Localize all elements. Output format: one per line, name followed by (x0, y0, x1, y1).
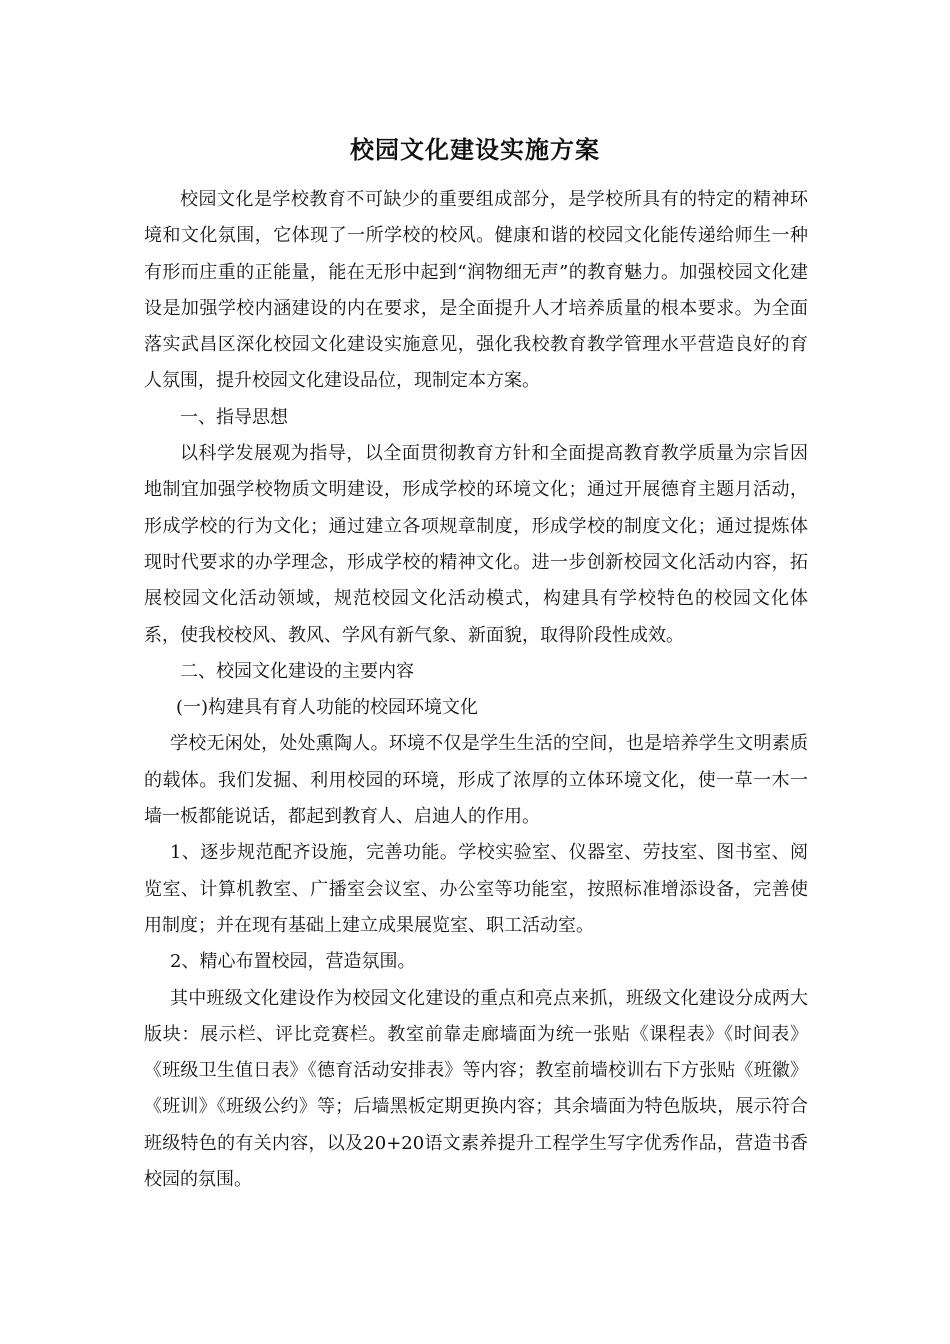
section-heading-guiding-thought: 一、指导思想 (180, 406, 288, 428)
intro-paragraph: 校园文化是学校教育不可缺少的重要组成部分，是学校所具有的特定的精神环境和文化氛围，它体现了一所学校的校风。健康和谐的校园文化能传递给师生一种有形而庄重的正能量，能在无形中起到“润物细无声”的教育魅力。加强校园文化建设是加强学校内涵建设的内在要求，是全面提升人才培养质量的根本要求。为全面落实武昌区深化校园文化建设实施意见，强化我校教育教学管理水平营造良好的育人氛围，提升校园文化建设品位，现制定本方案。 (144, 189, 808, 392)
guiding-thought-paragraph: 以科学发展观为指导，以全面贯彻教育方针和全面提高教育教学质量为宗旨因地制宜加强学校物质文明建设，形成学校的环境文化；通过开展德育主题月活动，形成学校的行为文化；通过建立各项规章制度，形成学校的制度文化；通过提炼体现时代要求的办学理念，形成学校的精神文化。进一步创新校园文化活动内容，拓展校园文化活动领域，规范校园文化活动模式，构建具有学校特色的校园文化体系，使我校校风、教风、学风有新气象、新面貌，取得阶段性成效。 (144, 443, 808, 646)
subsection-heading-environment: (一)构建具有育人功能的校园环境文化 (176, 697, 479, 719)
campus-layout-paragraph: 2、精心布置校园，营造氛围。 (170, 951, 416, 973)
class-culture-paragraph: 其中班级文化建设作为校园文化建设的重点和亮点来抓，班级文化建设分成两大版块：展示栏、评比竞赛栏。教室前靠走廊墙面为统一张贴《课程表》《时间表》《班级卫生值日表》《德育活动安排表》等内容；教室前墙校训右下方张贴《班徽》《班训》《班级公约》等；后墙黑板定期更换内容；其余墙面为特色版块，展示符合班级特色的有关内容，以及20+20语文素养提升工程学生写字优秀作品，营造书香校园的氛围。 (144, 987, 808, 1191)
environment-paragraph: 学校无闲处，处处熏陶人。环境不仅是学生生活的空间，也是培养学生文明素质的载体。我们发掘、利用校园的环境，形成了浓厚的立体环境文化，使一草一木一墙一板都能说话，都起到教育人、启迪人的作用。 (144, 733, 808, 828)
document-title: 校园文化建设实施方案 (350, 135, 600, 164)
facilities-paragraph: 1、逐步规范配齐设施，完善功能。学校实验室、仪器室、劳技室、图书室、阅览室、计算机教室、广播室会议室、办公室等功能室，按照标准增添设备，完善使用制度；并在现有基础上建立成果展览室、职工活动室。 (144, 842, 808, 936)
document-body (144, 182, 808, 1198)
section-heading-main-content: 二、校园文化建设的主要内容 (180, 660, 414, 682)
